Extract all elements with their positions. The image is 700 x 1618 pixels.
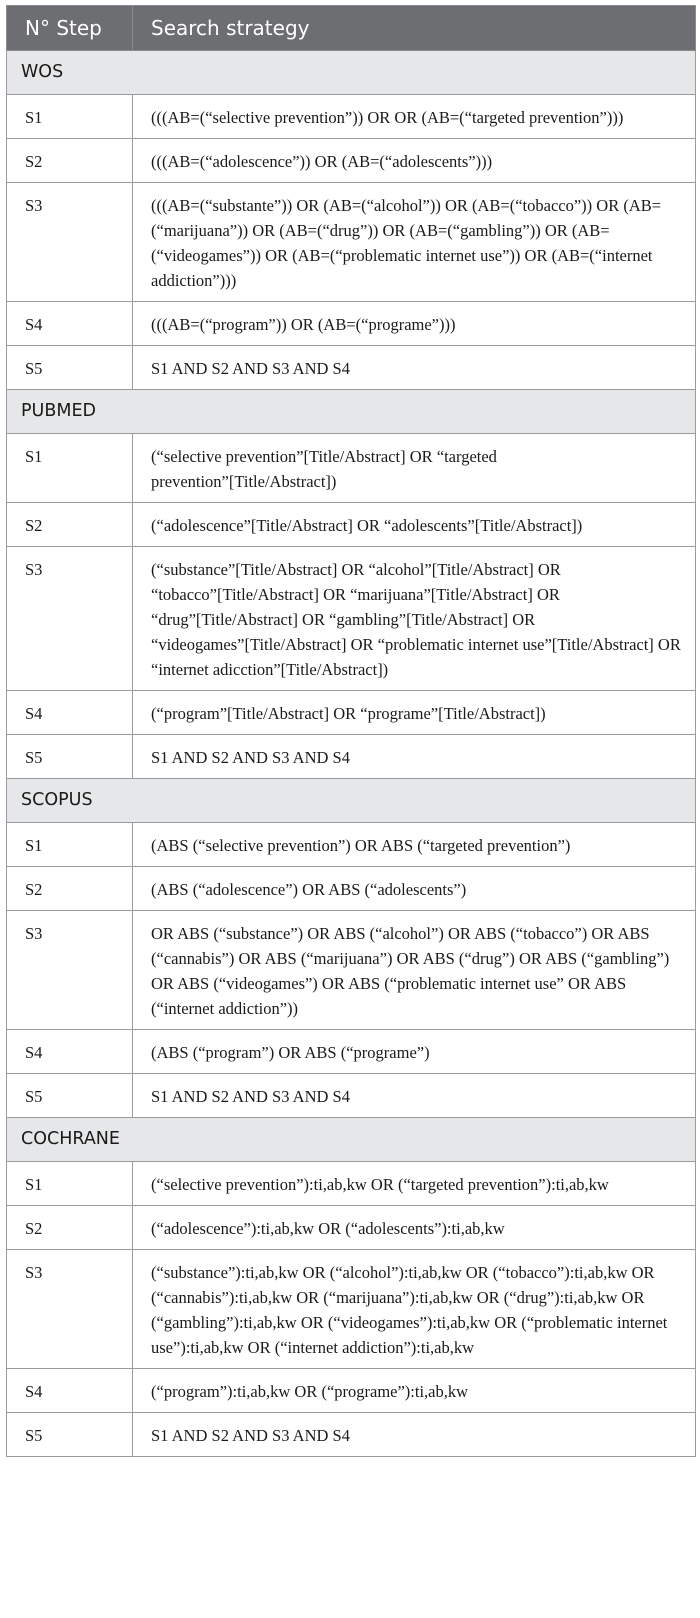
table-body [7,51,696,1457]
strategy-cell: (ABS (“selective prevention”) OR ABS (“targeted prevention”) [133,823,696,867]
strategy-cell: (“adolescence”):ti,ab,kw OR (“adolescents”):ti,ab,kw [133,1206,696,1250]
table-row [7,1030,696,1074]
step-cell: S2 [7,1206,133,1250]
table-row [7,346,696,390]
table-row [7,434,696,503]
step-cell: S4 [7,1369,133,1413]
group-label: PUBMED [7,390,696,434]
step-cell: S5 [7,1413,133,1457]
strategy-cell: (“substance”[Title/Abstract] OR “alcohol”[Title/Abstract] OR “tobacco”[Title/Abstract] OR “marijuana”[Title/Abstract] OR “drug”[Title/Abstract] OR “gambling”[Title/Abstract] OR “videogames”[Title/Abstract] OR “problematic internet use”[Title/Abstract] OR “internet adicction”[Title/Abstract]) [133,547,696,691]
step-cell: S5 [7,735,133,779]
table-row [7,1162,696,1206]
group-row-scopus [7,779,696,823]
table-row [7,547,696,691]
strategy-cell: (((AB=(“selective prevention”)) OR OR (AB=(“targeted prevention”))) [133,95,696,139]
strategy-cell: (“adolescence”[Title/Abstract] OR “adolescents”[Title/Abstract]) [133,503,696,547]
strategy-cell: S1 AND S2 AND S3 AND S4 [133,346,696,390]
table-row [7,1074,696,1118]
table-row [7,503,696,547]
step-cell: S3 [7,911,133,1030]
table-row [7,691,696,735]
strategy-cell: (“substance”):ti,ab,kw OR (“alcohol”):ti,ab,kw OR (“tobacco”):ti,ab,kw OR (“cannabis”):ti,ab,kw OR (“marijuana”):ti,ab,kw OR (“drug”):ti,ab,kw OR (“gambling”):ti,ab,kw OR (“videogames”):ti,ab,kw OR (“problematic internet use”):ti,ab,kw OR (“internet addiction”):ti,ab,kw [133,1250,696,1369]
strategy-cell: (“selective prevention”):ti,ab,kw OR (“targeted prevention”):ti,ab,kw [133,1162,696,1206]
table-row [7,183,696,302]
group-label: SCOPUS [7,779,696,823]
table-row [7,911,696,1030]
strategy-cell: (((AB=(“substante”)) OR (AB=(“alcohol”)) OR (AB=(“tobacco”)) OR (AB=(“marijuana”)) OR (AB=(“drug”)) OR (AB=(“gambling”)) OR (AB=(“videogames”)) OR (AB=(“problematic internet use”)) OR (AB=(“internet addiction”))) [133,183,696,302]
strategy-cell: (((AB=(“program”)) OR (AB=(“programe”))) [133,302,696,346]
step-cell: S1 [7,434,133,503]
search-strategy-table [6,5,696,1457]
strategy-cell: (“program”):ti,ab,kw OR (“programe”):ti,ab,kw [133,1369,696,1413]
strategy-cell: (“selective prevention”[Title/Abstract] OR “targeted prevention”[Title/Abstract]) [133,434,696,503]
table-row [7,1206,696,1250]
group-label: COCHRANE [7,1118,696,1162]
step-cell: S1 [7,823,133,867]
step-cell: S2 [7,503,133,547]
step-cell: S1 [7,95,133,139]
group-label: WOS [7,51,696,95]
table-row [7,95,696,139]
step-cell: S4 [7,302,133,346]
table-row [7,735,696,779]
step-cell: S3 [7,547,133,691]
strategy-cell: (ABS (“adolescence”) OR ABS (“adolescents”) [133,867,696,911]
group-row-wos [7,51,696,95]
strategy-cell: (“program”[Title/Abstract] OR “programe”[Title/Abstract]) [133,691,696,735]
step-cell: S5 [7,1074,133,1118]
group-row-pubmed [7,390,696,434]
table-row [7,302,696,346]
table-row [7,867,696,911]
step-cell: S1 [7,1162,133,1206]
strategy-cell: OR ABS (“substance”) OR ABS (“alcohol”) OR ABS (“tobacco”) OR ABS (“cannabis”) OR ABS (“marijuana”) OR ABS (“drug”) OR ABS (“gambling”) OR ABS (“videogames”) OR ABS (“problematic internet use” OR ABS (“internet addiction”)) [133,911,696,1030]
strategy-cell: S1 AND S2 AND S3 AND S4 [133,1074,696,1118]
step-cell: S4 [7,1030,133,1074]
step-cell: S2 [7,867,133,911]
table-row [7,139,696,183]
step-cell: S3 [7,1250,133,1369]
strategy-cell: (((AB=(“adolescence”)) OR (AB=(“adolescents”))) [133,139,696,183]
step-cell: S5 [7,346,133,390]
header-step: N° Step [7,6,133,51]
table-row [7,1413,696,1457]
table-header-row [7,6,696,51]
strategy-cell: S1 AND S2 AND S3 AND S4 [133,735,696,779]
group-row-cochrane [7,1118,696,1162]
table-row [7,1369,696,1413]
step-cell: S3 [7,183,133,302]
table-row [7,823,696,867]
step-cell: S2 [7,139,133,183]
search-strategy-table-container [6,5,695,1457]
table-row [7,1250,696,1369]
header-strategy: Search strategy [133,6,696,51]
step-cell: S4 [7,691,133,735]
strategy-cell: S1 AND S2 AND S3 AND S4 [133,1413,696,1457]
strategy-cell: (ABS (“program”) OR ABS (“programe”) [133,1030,696,1074]
